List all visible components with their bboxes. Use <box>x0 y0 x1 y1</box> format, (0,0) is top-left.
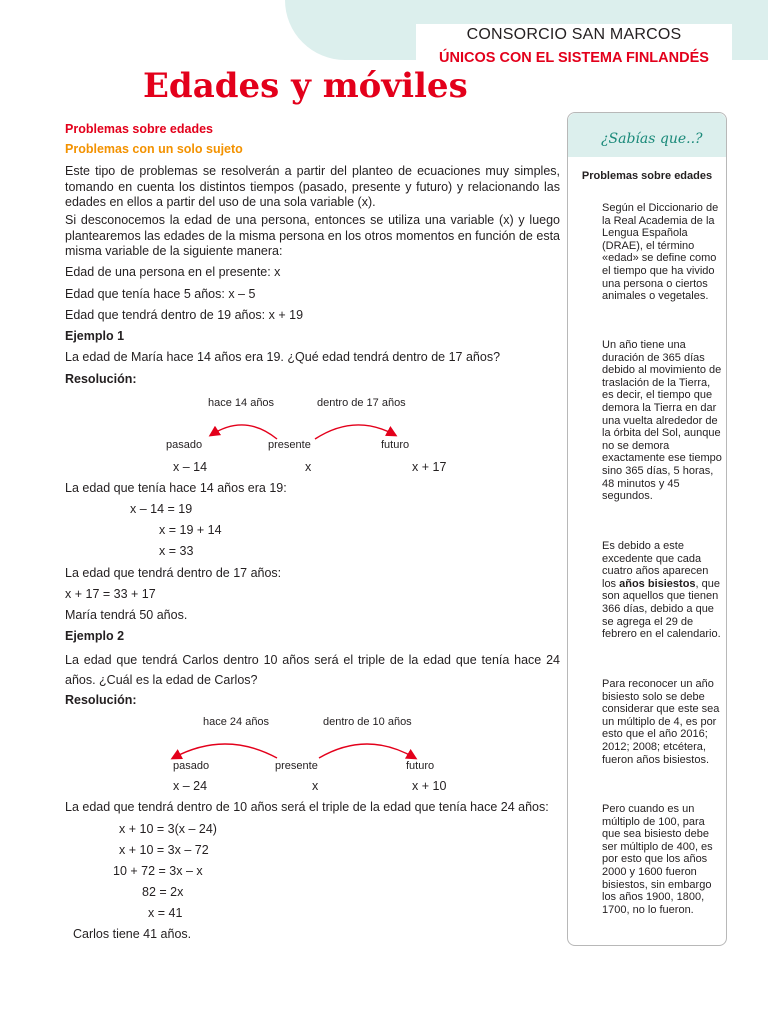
page-title: Edades y móviles <box>143 66 468 106</box>
example-1-equation-2: x = 19 + 14 <box>159 523 222 537</box>
example-2-label: Ejemplo 2 <box>65 629 125 643</box>
example-2-statement: La edad que tendrá dentro de 10 años será el triple de la edad que tenía hace 24 años: <box>65 800 549 814</box>
example-2-equation-2: x + 10 = 3x – 72 <box>119 843 209 857</box>
example-1-question: La edad de María hace 14 años era 19. ¿Qué edad tendrá dentro de 17 años? <box>65 350 501 364</box>
example-1-equation-3: x = 33 <box>159 544 194 558</box>
intro-paragraph-1: Este tipo de problemas se resolverán a partir del planteo de ecuaciones muy simples, tomando en cuenta los distintos tiempos (pasado, presente y futuro) y relacionando las edades en ellos a partir del uso de una sola variable (x). <box>65 164 560 209</box>
timeline-present-expression: x <box>305 460 312 474</box>
example-2-question: La edad que tendrá Carlos dentro 10 años será el triple de la edad que tenía hace 24 años. ¿Cuál es la edad de Carlos? <box>65 653 560 687</box>
timeline-future-label: futuro <box>406 760 435 772</box>
example-2-timeline <box>65 716 560 796</box>
sidebar-p3-text: Es debido a este excedente que cada cuatro años aparecen los <box>602 540 709 590</box>
timeline-present-label: presente <box>275 760 318 772</box>
sidebar-p3-rest: , que son aquellos que tienen 366 días, debido a que se agrega el 29 de febrero en el calendario. <box>602 577 721 641</box>
sidebar-p3-bold: años bisiestos <box>619 577 696 590</box>
timeline-right-arrow-label: dentro de 17 años <box>317 397 406 409</box>
example-1-statement-1: La edad que tenía hace 14 años era 19: <box>65 481 287 495</box>
timeline-past-expression: x – 24 <box>173 779 208 793</box>
timeline-past-label: pasado <box>166 439 203 451</box>
example-2-resolution-label: Resolución: <box>65 693 137 707</box>
timeline-future-expression: x + 17 <box>412 460 447 474</box>
example-2-equation-4: 82 = 2x <box>142 885 184 899</box>
example-1-equation-4: x + 17 = 33 + 17 <box>65 587 156 601</box>
sidebar-paragraph-3 <box>602 540 724 641</box>
arrow-to-future <box>315 425 395 439</box>
timeline-left-arrow-label: hace 24 años <box>203 716 270 728</box>
sidebar-paragraph-4: Para reconocer un año bisiesto solo se debe considerar que este sea un múltiplo de 4, es por esto que el año 2016; 2012; 2008; etcétera, fueron años bisiestos. <box>602 678 720 766</box>
definition-past: Edad que tenía hace 5 años: x – 5 <box>65 287 256 301</box>
subsection-heading: Problemas con un solo sujeto <box>65 142 243 156</box>
example-1-equation-1: x – 14 = 19 <box>130 502 193 516</box>
timeline-future-expression: x + 10 <box>412 779 447 793</box>
timeline-left-arrow-label: hace 14 años <box>208 397 275 409</box>
arrow-to-past <box>173 744 277 758</box>
definition-future: Edad que tendrá dentro de 19 años: x + 19 <box>65 308 304 322</box>
sidebar-header-label: ¿Sabías que..? <box>601 131 703 147</box>
definition-present: Edad de una persona en el presente: x <box>65 265 281 279</box>
example-2-equation-5: x = 41 <box>148 906 183 920</box>
brand-tagline: ÚNICOS CON EL SISTEMA FINLANDÉS <box>439 50 709 66</box>
timeline-present-expression: x <box>312 779 319 793</box>
example-2-equation-1: x + 10 = 3(x – 24) <box>119 822 217 836</box>
timeline-arrows <box>65 395 560 475</box>
timeline-past-label: pasado <box>173 760 210 772</box>
timeline-right-arrow-label: dentro de 10 años <box>323 716 412 728</box>
arrow-to-future <box>319 744 415 758</box>
example-1-answer: María tendrá 50 años. <box>65 608 188 622</box>
example-1-label: Ejemplo 1 <box>65 329 125 343</box>
timeline-future-label: futuro <box>381 439 410 451</box>
intro-paragraph-2: Si desconocemos la edad de una persona, entonces se utiliza una variable (x) y luego plantearemos las edades de la misma persona en los otros momentos en función de esta misma variable de la siguiente manera: <box>65 213 560 258</box>
section-heading: Problemas sobre edades <box>65 122 213 136</box>
timeline-present-label: presente <box>268 439 311 451</box>
example-1-timeline <box>65 395 560 475</box>
sidebar-paragraph-1: Según el Diccionario de la Real Academia de la Lengua Española (DRAE), el término «edad» se define como el tiempo que ha vivido una persona o ciertos animales o vegetales. <box>602 202 719 303</box>
example-2-answer: Carlos tiene 41 años. <box>73 927 192 941</box>
sidebar-title: Problemas sobre edades <box>581 170 713 182</box>
sidebar-paragraph-5: Pero cuando es un múltiplo de 100, para que sea bisiesto debe ser múltiplo de 400, es por esto que los años 2000 y 1600 fueron bisiestos, sin embargo los años 1900, 1800, 1700, no lo fueron. <box>602 803 713 916</box>
arrow-to-past <box>211 425 277 439</box>
sidebar-header <box>568 113 726 157</box>
example-1-statement-2: La edad que tendrá dentro de 17 años: <box>65 566 282 580</box>
example-2-equation-3: 10 + 72 = 3x – x <box>113 864 203 878</box>
example-1-resolution-label: Resolución: <box>65 372 137 386</box>
timeline-past-expression: x – 14 <box>173 460 208 474</box>
did-you-know-sidebar <box>567 112 727 946</box>
brand-name: CONSORCIO SAN MARCOS <box>466 26 682 43</box>
sidebar-paragraph-2: Un año tiene una duración de 365 días debido al movimiento de traslación de la Tierra, es decir, el tiempo que demora la Tierra en dar una vuelta alrededor de la órbita del Sol, aunque no se demora exactamente ese tiempo sino 365 días, 5 horas, 48 minutos y 45 segundos. <box>602 339 722 503</box>
